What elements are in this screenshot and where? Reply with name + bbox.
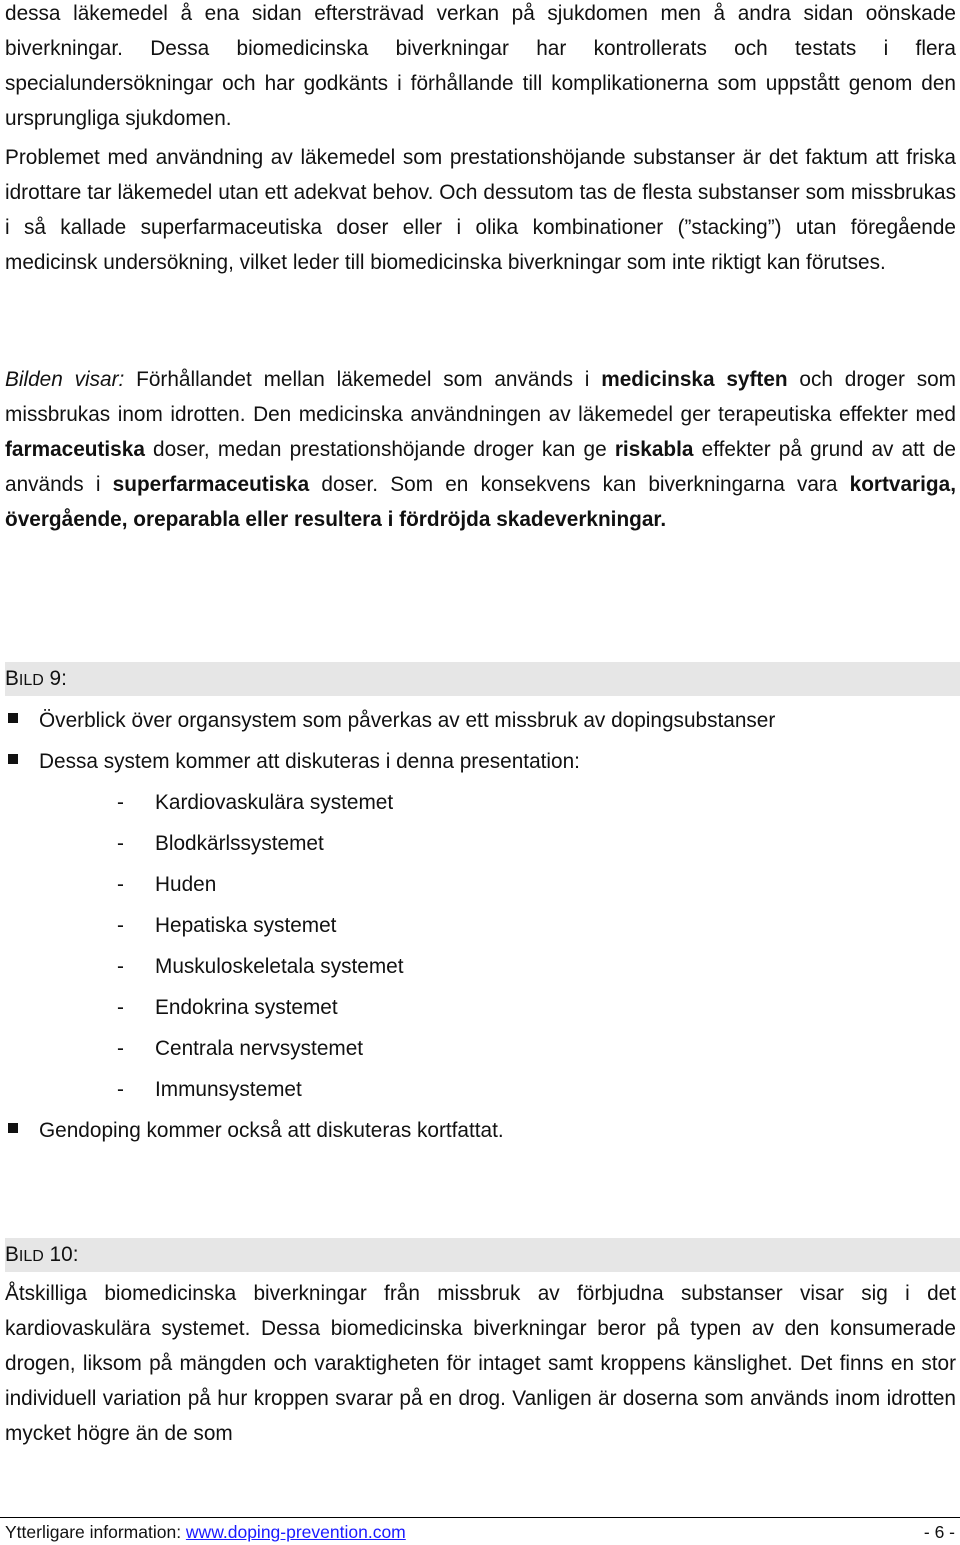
dash-marker: - xyxy=(117,1037,124,1060)
list-item-text: Överblick över organsystem som påverkas av ett missbruk av dopingsubstanser xyxy=(39,709,776,732)
paragraph-problem xyxy=(5,140,956,280)
caption-bold: medicinska syften xyxy=(601,368,788,391)
dash-marker: - xyxy=(117,832,124,855)
footer-label: Ytterligare information: xyxy=(5,1522,186,1542)
paragraph-text: dessa läkemedel å ena sidan eftersträvad verkan på sjukdomen men å andra sidan oönskade biverkningar. Dessa biomedicinska biverkningar har kontrollerats och testats i flera specialundersökningar och har godkänts i förhållande till komplikationerna som uppstått genom den ursprungliga sjukdomen. xyxy=(5,2,956,130)
paragraph-text: Åtskilliga biomedicinska biverkningar från missbruk av förbjudna substanser visar sig i det kardiovaskulära systemet. Dessa biomedicinska biverkningar beror på typen av den konsumerade drogen, liksom på mängden och varaktigheten för intaget samt kroppens känslighet. Det finns en stor individuell variation på hur kroppen svarar på en drog. Vanligen är doserna som används inom idrotten mycket högre än de som xyxy=(5,1282,956,1445)
organ-system-list xyxy=(5,700,956,1151)
footer-website-link[interactable]: www.doping-prevention.com xyxy=(185,1522,406,1542)
list-item xyxy=(5,741,956,782)
list-item xyxy=(5,700,956,741)
sub-list-item xyxy=(5,823,956,864)
caption-bold: superfarmaceutiska xyxy=(112,473,310,496)
sub-list-item xyxy=(5,946,956,987)
page-number: - 6 - xyxy=(923,1522,955,1542)
list-item xyxy=(5,1110,956,1151)
dash-marker: - xyxy=(117,955,124,978)
sub-list-item-text: Centrala nervsystemet xyxy=(155,1037,364,1060)
caption-text: Förhållandet mellan läkemedel som används i xyxy=(124,368,602,391)
caption-bold: riskabla xyxy=(614,438,694,461)
heading-smallcaps: ILD xyxy=(18,1248,44,1265)
caption-text: doser, medan prestationshöjande droger kan ge xyxy=(144,438,615,461)
caption-text: effekter på grund av att de används i xyxy=(5,438,956,496)
sub-list-item-text: Blodkärlssystemet xyxy=(155,832,324,855)
caption-lead: Bilden visar: xyxy=(5,368,125,391)
sub-list-item xyxy=(5,1069,956,1110)
sub-list-item xyxy=(5,905,956,946)
dash-marker: - xyxy=(117,791,124,814)
heading-initial: B xyxy=(5,667,19,690)
heading-initial: B xyxy=(5,1243,19,1266)
list-item-text: Gendoping kommer också att diskuteras kortfattat. xyxy=(39,1119,504,1142)
sub-list-item-text: Immunsystemet xyxy=(155,1078,302,1101)
dash-marker: - xyxy=(117,914,124,937)
sub-list-item-text: Kardiovaskulära systemet xyxy=(155,791,394,814)
square-bullet-icon xyxy=(8,754,18,764)
heading-number: 10: xyxy=(43,1243,79,1266)
sub-list-item xyxy=(5,987,956,1028)
sub-list-item xyxy=(5,864,956,905)
dash-marker: - xyxy=(117,996,124,1019)
list-item-text: Dessa system kommer att diskuteras i denna presentation: xyxy=(39,750,580,773)
sub-list-item-text: Muskuloskeletala systemet xyxy=(155,955,404,978)
square-bullet-icon xyxy=(8,1123,18,1133)
page-footer xyxy=(5,1520,955,1544)
paragraph-cardiovascular xyxy=(5,1276,956,1451)
dash-marker: - xyxy=(117,873,124,896)
section-heading-bild-9 xyxy=(5,662,960,696)
paragraph-image-caption xyxy=(5,362,956,537)
footer-divider xyxy=(0,1517,960,1518)
sub-list-item xyxy=(5,782,956,823)
sub-list-item xyxy=(5,1028,956,1069)
caption-text: och droger som missbrukas inom idrotten. Den medicinska användningen av läkemedel ger terapeutiska effekter med xyxy=(5,368,956,426)
dash-marker: - xyxy=(117,1078,124,1101)
paragraph-intro xyxy=(5,0,956,136)
section-heading-bild-10 xyxy=(5,1238,960,1272)
caption-bold: farmaceutiska xyxy=(5,438,145,461)
caption-text: doser. Som en konsekvens kan biverkningarna vara xyxy=(309,473,850,496)
heading-smallcaps: ILD xyxy=(18,672,44,689)
sub-list-item-text: Endokrina systemet xyxy=(155,996,338,1019)
square-bullet-icon xyxy=(8,713,18,723)
sub-list-item-text: Hepatiska systemet xyxy=(155,914,337,937)
heading-number: 9: xyxy=(43,667,67,690)
sub-list-item-text: Huden xyxy=(155,873,217,896)
caption-bold: kortvariga, övergående, oreparabla eller resultera i fördröjda skadeverkningar. xyxy=(5,473,956,531)
paragraph-text: Problemet med användning av läkemedel som prestationshöjande substanser är det faktum att friska idrottare tar läkemedel utan ett adekvat behov. Och dessutom tas de flesta substanser som missbrukas i så kallade superfarmaceutiska doser eller i olika kombinationer (”stacking”) utan föregående medicinsk undersökning, vilket leder till biomedicinska biverkningar som inte riktigt kan förutses. xyxy=(5,146,956,274)
